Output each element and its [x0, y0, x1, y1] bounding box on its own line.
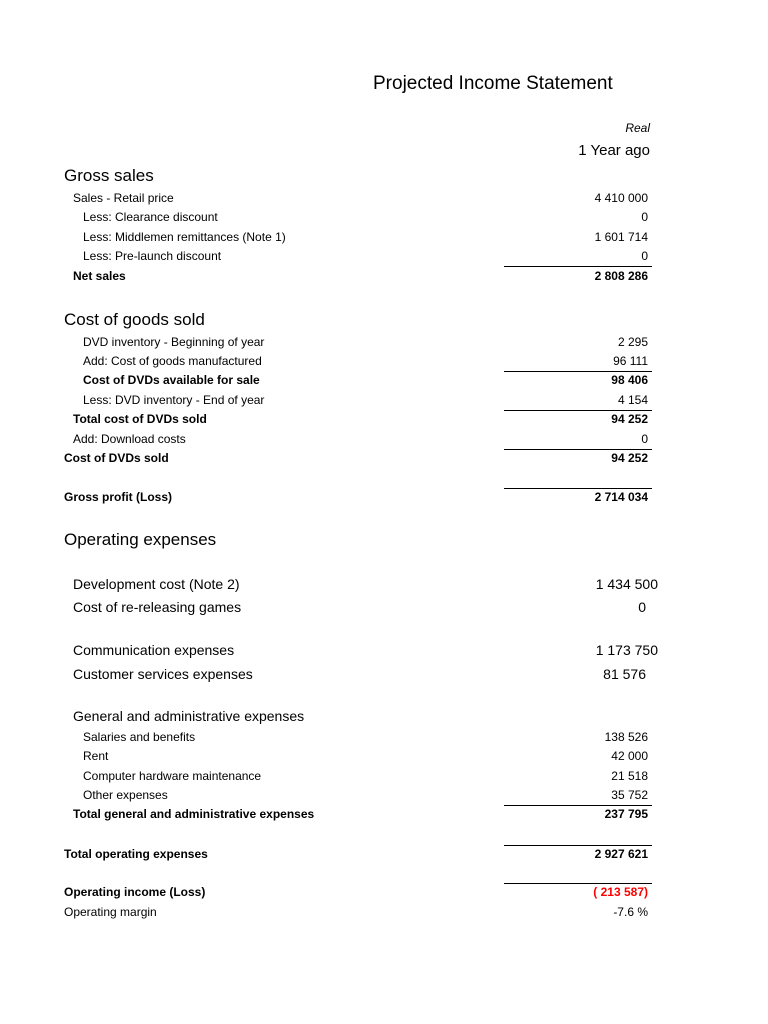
- row-value: 1 601 714: [594, 230, 648, 244]
- row-label: Communication expenses: [73, 642, 235, 658]
- subtotal-rule: [504, 266, 652, 267]
- row-computer-hardware-maintenance: [0, 769, 768, 787]
- row-development-cost: [0, 576, 768, 596]
- row-cost-dvds-sold: [0, 451, 768, 469]
- row-operating-margin: [0, 905, 768, 923]
- row-label: Computer hardware maintenance: [83, 769, 262, 783]
- subheading-label: General and administrative expenses: [73, 708, 305, 724]
- row-value: 0: [641, 210, 648, 224]
- row-value: 2 927 621: [594, 847, 648, 861]
- row-customer-services-expenses: [0, 666, 768, 686]
- row-pre-launch-discount: [0, 249, 768, 267]
- row-label: Total operating expenses: [64, 847, 208, 861]
- row-other-expenses: [0, 788, 768, 806]
- row-value: 94 252: [611, 412, 648, 426]
- column-kind-label: Real: [625, 121, 650, 135]
- row-value: 35 752: [611, 788, 648, 802]
- row-value: 4 154: [617, 393, 648, 407]
- row-label: Net sales: [73, 269, 126, 283]
- section-heading-operating-expenses: Operating expenses: [64, 530, 217, 549]
- row-dvd-inventory-end: [0, 393, 768, 411]
- row-value: -7.6 %: [613, 905, 648, 919]
- row-total-general-administrative: [0, 807, 768, 825]
- page-title: Projected Income Statement: [373, 73, 613, 94]
- row-net-sales: [0, 269, 768, 287]
- row-value: 81 576: [603, 666, 646, 682]
- row-label: Gross profit (Loss): [64, 490, 173, 504]
- subheading-general-administrative: [0, 708, 768, 728]
- row-value: 0: [638, 599, 646, 615]
- section-heading-gross-sales: Gross sales: [64, 166, 154, 185]
- row-value: 2 808 286: [594, 269, 648, 283]
- row-label: Cost of DVDs available for sale: [83, 373, 260, 387]
- subtotal-rule: [504, 449, 652, 450]
- row-communication-expenses: [0, 642, 768, 662]
- row-label: Customer services expenses: [73, 666, 253, 682]
- row-sales-retail-price: [0, 191, 768, 209]
- row-rereleasing-games: [0, 599, 768, 619]
- row-salaries-benefits: [0, 730, 768, 748]
- row-value: 0: [641, 249, 648, 263]
- row-value: 98 406: [611, 373, 648, 387]
- column-period-header: 1 Year ago: [578, 142, 650, 159]
- row-operating-income: [0, 885, 768, 903]
- subtotal-rule: [504, 410, 652, 411]
- row-label: Less: Middlemen remittances (Note 1): [83, 230, 286, 244]
- row-label: Salaries and benefits: [83, 730, 196, 744]
- row-cost-goods-manufactured: [0, 354, 768, 372]
- row-value: 0: [641, 432, 648, 446]
- row-gross-profit: [0, 490, 768, 508]
- row-rent: [0, 749, 768, 767]
- row-label: Less: DVD inventory - End of year: [83, 393, 265, 407]
- row-label: Add: Cost of goods manufactured: [83, 354, 262, 368]
- row-value: 96 111: [613, 354, 648, 368]
- section-heading-cogs: Cost of goods sold: [64, 310, 205, 329]
- row-value: 2 714 034: [594, 490, 648, 504]
- subtotal-rule: [504, 805, 652, 806]
- row-value: 1 434 500: [595, 576, 658, 592]
- row-dvd-inventory-beginning: [0, 335, 768, 353]
- row-total-cost-dvds-sold: [0, 412, 768, 430]
- subtotal-rule: [504, 371, 652, 372]
- row-label: Cost of DVDs sold: [64, 451, 169, 465]
- row-label: Cost of re-releasing games: [73, 599, 242, 615]
- row-value: 138 526: [604, 730, 648, 744]
- row-label: Operating income (Loss): [64, 885, 206, 899]
- total-rule: [504, 488, 652, 489]
- row-value: 2 295: [617, 335, 648, 349]
- row-label: DVD inventory - Beginning of year: [83, 335, 265, 349]
- row-download-costs: [0, 432, 768, 450]
- row-label: Add: Download costs: [73, 432, 186, 446]
- row-total-operating-expenses: [0, 847, 768, 865]
- row-middlemen-remittances: [0, 230, 768, 248]
- row-label: Other expenses: [83, 788, 168, 802]
- row-value: 42 000: [611, 749, 648, 763]
- row-value: 4 410 000: [594, 191, 648, 205]
- total-rule: [504, 845, 652, 846]
- row-label: Total general and administrative expenses: [73, 807, 315, 821]
- row-label: Development cost (Note 2): [73, 576, 240, 592]
- row-label: Total cost of DVDs sold: [73, 412, 207, 426]
- row-label: Sales - Retail price: [73, 191, 174, 205]
- row-value: 1 173 750: [595, 642, 658, 658]
- row-dvds-available-for-sale: [0, 373, 768, 391]
- row-label: Less: Clearance discount: [83, 210, 218, 224]
- row-value-negative: ( 213 587): [593, 885, 648, 899]
- row-clearance-discount: [0, 210, 768, 228]
- row-value: 94 252: [611, 451, 648, 465]
- row-label: Rent: [83, 749, 109, 763]
- total-rule: [504, 883, 652, 884]
- row-value: 237 795: [604, 807, 648, 821]
- row-value: 21 518: [611, 769, 648, 783]
- row-label: Less: Pre-launch discount: [83, 249, 222, 263]
- row-label: Operating margin: [64, 905, 157, 919]
